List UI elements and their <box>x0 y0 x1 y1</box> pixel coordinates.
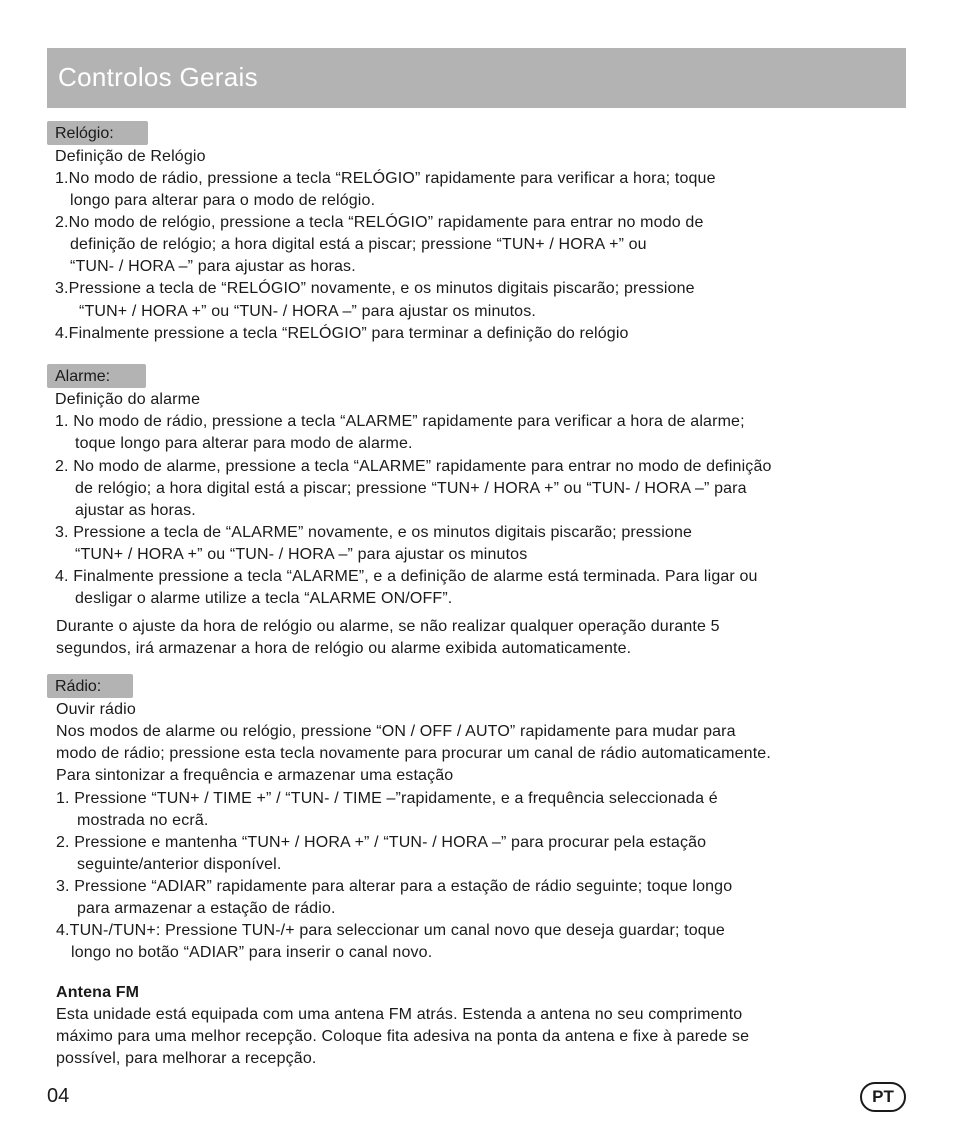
radio-line: para armazenar a estação de rádio. <box>77 900 336 917</box>
radio-line: seguinte/anterior disponível. <box>77 856 282 873</box>
radio-line: Para sintonizar a frequência e armazenar uma estação <box>56 767 454 784</box>
relogio-line: 1.No modo de rádio, pressione a tecla “RELÓGIO” rapidamente para verificar a hora; toque <box>55 170 716 187</box>
antena-line: máximo para uma melhor recepção. Coloque fita adesiva na ponta da antena e fixe à parede se <box>56 1028 750 1045</box>
alarme-line: 3. Pressione a tecla de “ALARME” novamente, e os minutos digitais piscarão; pressione <box>55 524 693 541</box>
page-number: 04 <box>47 1085 70 1107</box>
alarme-line: 1. No modo de rádio, pressione a tecla “ALARME” rapidamente para verificar a hora de alarme; <box>55 413 745 430</box>
section-tag-radio: Rádio: <box>47 674 133 698</box>
alarme-line: 4. Finalmente pressione a tecla “ALARME”, e a definição de alarme está terminada. Para ligar ou <box>55 568 758 585</box>
language-badge: PT <box>860 1082 906 1112</box>
relogio-line: 4.Finalmente pressione a tecla “RELÓGIO” para terminar a definição do relógio <box>55 325 629 342</box>
page-title: Controlos Gerais <box>58 62 258 92</box>
antena-line: possível, para melhorar a recepção. <box>56 1050 317 1067</box>
radio-line: 3. Pressione “ADIAR” rapidamente para alterar para a estação de rádio seguinte; toque longo <box>56 878 733 895</box>
alarme-note: Durante o ajuste da hora de relógio ou alarme, se não realizar qualquer operação durante 5 <box>56 618 720 635</box>
radio-line: 2. Pressione e mantenha “TUN+ / HORA +” / “TUN- / HORA –” para procurar pela estação <box>56 834 707 851</box>
radio-line: mostrada no ecrã. <box>77 812 209 829</box>
alarme-note: segundos, irá armazenar a hora de relógio ou alarme exibida automaticamente. <box>56 640 632 657</box>
alarme-line: de relógio; a hora digital está a piscar; pressione “TUN+ / HORA +” ou “TUN- / HORA –” para <box>75 480 747 497</box>
alarme-line: “TUN+ / HORA +” ou “TUN- / HORA –” para ajustar os minutos <box>75 546 528 563</box>
alarme-line: desligar o alarme utilize a tecla “ALARME ON/OFF”. <box>75 590 453 607</box>
radio-line: longo no botão “ADIAR” para inserir o canal novo. <box>71 944 433 961</box>
relogio-line: Definição de Relógio <box>55 148 206 165</box>
relogio-line: 3.Pressione a tecla de “RELÓGIO” novamente, e os minutos digitais piscarão; pressione <box>55 280 695 297</box>
alarme-line: ajustar as horas. <box>75 502 196 519</box>
relogio-line: longo para alterar para o modo de relógio. <box>70 192 376 209</box>
relogio-line: “TUN- / HORA –” para ajustar as horas. <box>70 258 356 275</box>
section-tag-relogio: Relógio: <box>47 121 148 145</box>
section-tag-alarme: Alarme: <box>47 364 146 388</box>
relogio-line: “TUN+ / HORA +” ou “TUN- / HORA –” para ajustar os minutos. <box>79 303 536 320</box>
relogio-line: definição de relógio; a hora digital está a piscar; pressione “TUN+ / HORA +” ou <box>70 236 647 253</box>
radio-line: Ouvir rádio <box>56 701 136 718</box>
radio-line: Nos modos de alarme ou relógio, pressione “ON / OFF / AUTO” rapidamente para mudar para <box>56 723 736 740</box>
antena-heading: Antena FM <box>56 984 140 1001</box>
radio-line: 4.TUN-/TUN+: Pressione TUN-/+ para seleccionar um canal novo que deseja guardar; toque <box>56 922 725 939</box>
title-bar <box>47 48 906 108</box>
radio-line: modo de rádio; pressione esta tecla novamente para procurar um canal de rádio automaticamente. <box>56 745 771 762</box>
antena-line: Esta unidade está equipada com uma antena FM atrás. Estenda a antena no seu comprimento <box>56 1006 743 1023</box>
alarme-line: toque longo para alterar para modo de alarme. <box>75 435 413 452</box>
alarme-line: 2. No modo de alarme, pressione a tecla “ALARME” rapidamente para entrar no modo de definição <box>55 458 772 475</box>
relogio-line: 2.No modo de relógio, pressione a tecla “RELÓGIO” rapidamente para entrar no modo de <box>55 214 704 231</box>
alarme-line: Definição do alarme <box>55 391 201 408</box>
radio-line: 1. Pressione “TUN+ / TIME +” / “TUN- / TIME –”rapidamente, e a frequência seleccionada é <box>56 790 718 807</box>
